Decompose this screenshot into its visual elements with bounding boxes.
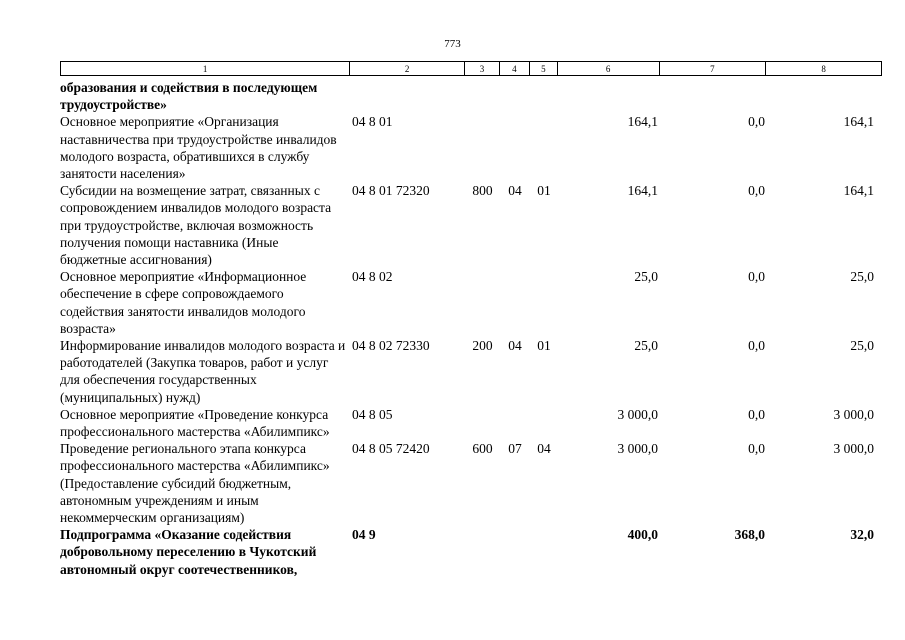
row-code-cell: 04 8 05 72420 bbox=[352, 441, 430, 457]
row-section-cell: 04 bbox=[508, 338, 522, 354]
row-amount-col7-cell: 0,0 bbox=[748, 114, 765, 130]
row-name-cell: Субсидии на возмещение затрат, связанных с сопровождением инвалидов молодого возраста при трудоустройстве, включая возможность получения помощи наставника (Иные бюджетные ассигнования) bbox=[60, 183, 332, 268]
row-name-cell: Основное мероприятие «Информационное обеспечение в сфере сопровождаемого содействия занятости инвалидов молодого возраста» bbox=[60, 269, 307, 336]
page-number: 773 bbox=[444, 38, 461, 50]
row-name-cell: Проведение регионального этапа конкурса профессионального мастерства «Абилимпикс» (Предоставление субсидий бюджетным, автономным учреждениям и иным некоммерческим организациям) bbox=[60, 441, 330, 526]
column-header-6: 6 bbox=[558, 62, 660, 75]
row-amount-col7-cell: 368,0 bbox=[734, 527, 765, 543]
row-name-cell: Подпрограмма «Оказание содействия добровольному переселению в Чукотский автономный округ соотечественников, bbox=[60, 527, 317, 577]
row-expense-type-cell: 800 bbox=[472, 183, 493, 199]
row-code-cell: 04 8 01 72320 bbox=[352, 183, 430, 199]
budget-table-body bbox=[60, 79, 882, 578]
table-row bbox=[60, 337, 882, 406]
row-subsection-cell: 04 bbox=[537, 441, 551, 457]
table-row bbox=[60, 406, 882, 440]
row-amount-col6-cell: 25,0 bbox=[634, 338, 658, 354]
row-amount-col8-cell: 3 000,0 bbox=[833, 406, 874, 422]
table-row bbox=[60, 182, 882, 268]
row-amount-col7-cell: 0,0 bbox=[748, 406, 765, 422]
row-expense-type-cell: 200 bbox=[472, 338, 493, 354]
row-amount-col6-cell: 164,1 bbox=[627, 114, 658, 130]
column-header-2: 2 bbox=[350, 62, 465, 75]
row-amount-col8-cell: 3 000,0 bbox=[833, 441, 874, 457]
row-name-cell: Основное мероприятие «Организация наставничества при трудоустройстве инвалидов молодого возраста, обратившихся в службу занятости населения» bbox=[60, 114, 337, 182]
row-name-cell: образования и содействия в последующем трудоустройстве» bbox=[60, 80, 318, 113]
row-code-cell: 04 8 05 bbox=[352, 406, 393, 422]
row-code-cell: 04 8 02 bbox=[352, 269, 393, 285]
row-code-cell: 04 9 bbox=[352, 527, 376, 543]
row-amount-col6-cell: 164,1 bbox=[627, 183, 658, 199]
row-expense-type-cell: 600 bbox=[472, 441, 493, 457]
table-column-header-row bbox=[60, 61, 882, 76]
row-amount-col8-cell: 164,1 bbox=[843, 183, 874, 199]
table-row bbox=[60, 440, 882, 526]
row-section-cell: 07 bbox=[508, 441, 522, 457]
row-name-cell: Информирование инвалидов молодого возраста и работодателей (Закупка товаров, работ и услуг для обеспечения государственных (муниципальных) нужд) bbox=[60, 338, 346, 405]
row-amount-col6-cell: 3 000,0 bbox=[617, 441, 658, 457]
table-row bbox=[60, 113, 882, 182]
row-amount-col7-cell: 0,0 bbox=[748, 183, 765, 199]
column-header-7: 7 bbox=[660, 62, 767, 75]
row-amount-col8-cell: 164,1 bbox=[843, 114, 874, 130]
row-subsection-cell: 01 bbox=[537, 338, 551, 354]
row-name-cell: Основное мероприятие «Проведение конкурса профессионального мастерства «Абилимпикс» bbox=[60, 406, 330, 440]
row-amount-col8-cell: 25,0 bbox=[850, 269, 874, 285]
row-section-cell: 04 bbox=[508, 183, 522, 199]
column-header-4: 4 bbox=[500, 62, 530, 75]
row-amount-col8-cell: 25,0 bbox=[850, 338, 874, 354]
row-amount-col6-cell: 3 000,0 bbox=[617, 406, 658, 422]
row-amount-col6-cell: 25,0 bbox=[634, 269, 658, 285]
column-header-1: 1 bbox=[61, 62, 350, 75]
row-subsection-cell: 01 bbox=[537, 183, 551, 199]
row-amount-col7-cell: 0,0 bbox=[748, 269, 765, 285]
column-header-8: 8 bbox=[821, 63, 826, 74]
row-code-cell: 04 8 02 72330 bbox=[352, 338, 430, 354]
row-amount-col7-cell: 0,0 bbox=[748, 441, 765, 457]
row-code-cell: 04 8 01 bbox=[352, 114, 393, 130]
row-amount-col7-cell: 0,0 bbox=[748, 338, 765, 354]
column-header-5: 5 bbox=[530, 62, 558, 75]
row-amount-col6-cell: 400,0 bbox=[627, 527, 658, 543]
row-amount-col8-cell: 32,0 bbox=[850, 527, 874, 543]
table-row bbox=[60, 526, 882, 578]
table-row bbox=[60, 79, 882, 113]
table-row bbox=[60, 268, 882, 337]
column-header-3: 3 bbox=[465, 62, 500, 75]
